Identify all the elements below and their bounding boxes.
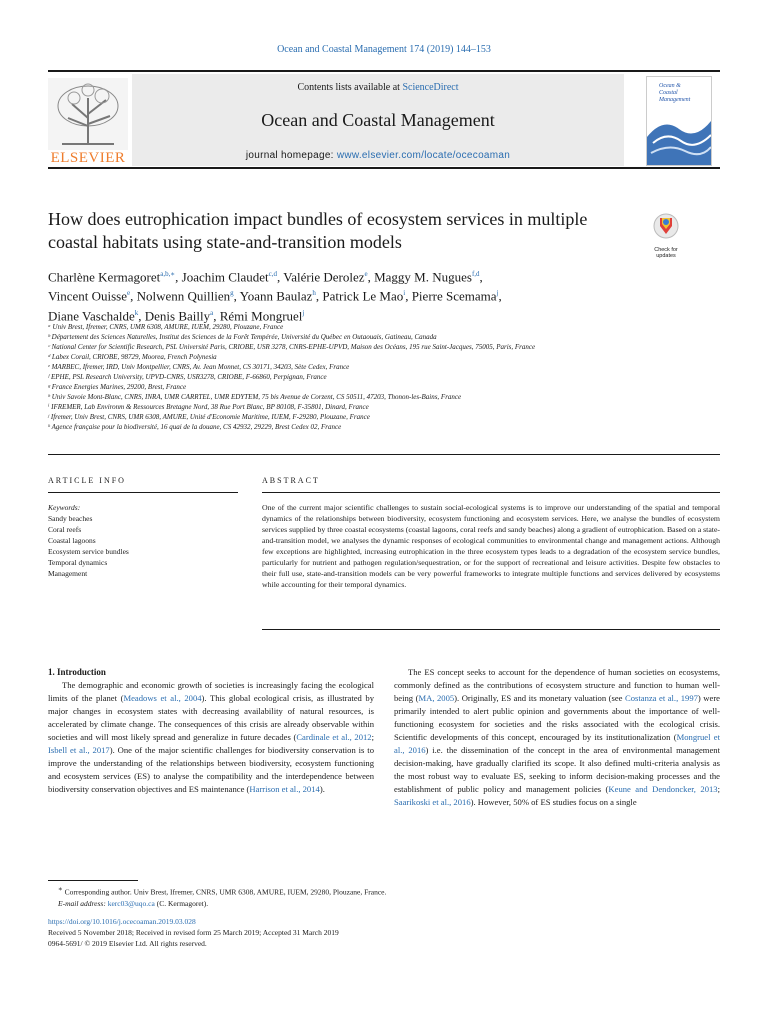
keyword: Coastal lagoons bbox=[48, 536, 96, 545]
title-line-1: How does eutrophication impact bundles of ecosystem services in multiple bbox=[48, 209, 588, 229]
keyword: Sandy beaches bbox=[48, 514, 93, 523]
body-text: ). Originally, ES and its monetary valuation (see bbox=[454, 693, 625, 703]
author-name: Vincent Ouisse bbox=[48, 288, 128, 304]
body-text: ). One of the major scientific challenges for biodiversity conservation is to improve the understanding of the relationships between biodiversity, ecosystem functioning and ecosystem services (ES) to analyse the compatibility and the interdependence between biodiversity conservation objectives and ES maintenance ( bbox=[48, 745, 374, 794]
journal-cover-thumbnail[interactable] bbox=[646, 76, 712, 166]
author-affiliation-mark[interactable]: h bbox=[312, 289, 316, 298]
footnote-mark: ∗ bbox=[58, 885, 63, 893]
keyword: Coral reefs bbox=[48, 525, 82, 534]
body-text: ) were primarily intended to alert public opinion and governments about the importance of well-functioning ecosystem for societies and the risks associated with the ecological crisis. Scientific developments of this concept, encouraged by its institutionalization ( bbox=[394, 693, 720, 742]
contents-prefix: Contents lists available at bbox=[297, 82, 403, 93]
author-name: Diane Vaschalde bbox=[48, 307, 135, 323]
body-column-left bbox=[48, 666, 374, 796]
author-name: Maggy M. Nugues bbox=[374, 269, 472, 285]
introduction-heading: 1. Introduction bbox=[48, 667, 106, 677]
cover-title-line: Management bbox=[659, 97, 691, 103]
keyword: Temporal dynamics bbox=[48, 558, 108, 567]
author-affiliation-mark[interactable]: c,d bbox=[268, 270, 278, 278]
elsevier-wordmark: ELSEVIER bbox=[50, 150, 126, 166]
footnote-line bbox=[48, 884, 728, 898]
reference-link[interactable]: Harrison et al., 2014 bbox=[249, 784, 320, 794]
doi-link[interactable]: https://doi.org/10.1016/j.ocecoaman.2019.03.028 bbox=[48, 917, 196, 926]
footnote-text: Corresponding author. Univ Brest, Ifremer, CNRS, UMR 6308, AMURE, IUEM, 29280, Plouzane, France. bbox=[62, 887, 387, 897]
reference-link[interactable]: Meadows et al., 2004 bbox=[123, 693, 202, 703]
abstract-text: One of the current major scientific challenges to sustain social-ecological systems is to improve our understanding of the spatial and temporal dynamics of the relationships between biodiversity, ecosystem functioning and ecosystem services. Here, we analyse the bundles of ecosystem services supplied by three coastal ecosystems (coastal lagoons, coral reefs and sandy beaches) along a gradient of eutrophication. Based on a state-and-transition model, we analyses the dynamic responses of ecological communities to environmental change and management actions. Although few exceptions are highlighted, increasing eutrophication in the three ecosystem types leads to a degradation of the ecosystem service bundles, particularly for nutrient and pathogen regulation/sequestration, or for the support of recreational and leisure activities. Despite few obstacles to their full use, state-and-transition models can be very powerful frameworks to integrate multiple functions and services delivered by ecosystems while accounting for their temporal dynamics. bbox=[262, 503, 720, 589]
body-text: ) i.e. the dissemination of the concept in the area of environmental management decision-making, have gradually clarified its scope. It also defined multi-criteria analysis as the most robust way to evaluate ES, seeking to inform decision-making processes and the establishment of public policy and management policies ( bbox=[394, 745, 720, 794]
author-name: Yoann Baulaz bbox=[239, 288, 313, 304]
author-name: Nolwenn Quillien bbox=[136, 288, 231, 304]
author-name: Joachim Claudet bbox=[181, 269, 269, 285]
author-affiliation-mark[interactable]: e bbox=[364, 270, 368, 278]
affiliation: ᵃ Univ Brest, Ifremer, CNRS, UMR 6308, AMURE, IUEM, 29280, Plouzane, France bbox=[48, 323, 284, 331]
body-paragraph bbox=[394, 666, 720, 809]
journal-citation[interactable]: Ocean and Coastal Management 174 (2019) 144–153 bbox=[277, 44, 491, 55]
copyright: 0964-5691/ © 2019 Elsevier Ltd. All rights reserved. bbox=[48, 939, 207, 948]
keyword: Management bbox=[48, 569, 88, 578]
affiliation: ʲ Ifremer, Univ Brest, CNRS, UMR 6308, AMURE, Unité d'Economie Maritime, IUEM, F-29280, Plouzane, France bbox=[48, 413, 370, 421]
publication-info bbox=[48, 916, 728, 949]
author-affiliation-mark[interactable]: a,b,∗ bbox=[160, 270, 176, 278]
check-for-updates-label: Check for updates bbox=[654, 247, 678, 259]
title-line-2: coastal habitats using state-and-transition models bbox=[48, 232, 402, 252]
author-name: Denis Bailly bbox=[144, 307, 211, 323]
affiliation: ᵏ Agence française pour la biodiversité, 16 quai de la douane, CS 42932, 29229, Brest Cedex 02, France bbox=[48, 423, 342, 431]
author-affiliation-mark[interactable]: f,d bbox=[471, 270, 480, 278]
crossmark-icon bbox=[650, 212, 682, 242]
footnote-rule bbox=[48, 880, 138, 881]
section-divider bbox=[48, 454, 720, 455]
body-paragraph bbox=[48, 679, 374, 796]
author-affiliation-mark[interactable]: j bbox=[302, 308, 305, 317]
body-column-right bbox=[394, 666, 720, 809]
affiliation: ⁱ IFREMER, Lab Environm & Ressources Bretagne Nord, 38 Rue Port Blanc, BP 80108, F-35801, Dinard, France bbox=[48, 403, 369, 411]
header-divider bbox=[48, 167, 720, 169]
keywords-block bbox=[48, 502, 238, 579]
cover-wave-image-icon bbox=[647, 107, 711, 166]
cover-title-line: Ocean & bbox=[659, 83, 681, 89]
affiliation: ᵉ MARBEC, Ifremer, IRD, Univ Montpellier, CNRS, Av. Jean Monnet, CS 30171, 34203, Sète Cedex, France bbox=[48, 363, 350, 371]
body-text: ). However, 50% of ES studies focus on a single bbox=[470, 797, 637, 807]
abstract-heading: ABSTRACT bbox=[262, 476, 320, 485]
body-text: The demographic and economic growth of societies is increasingly facing the ecological limits of the planet ( bbox=[48, 680, 374, 703]
abstract-rule bbox=[262, 492, 720, 493]
author-name: Patrick Le Mao bbox=[322, 288, 404, 304]
article-info-rule bbox=[48, 492, 238, 493]
author-name: Charlène Kermagoret bbox=[48, 269, 161, 285]
cover-title bbox=[659, 83, 690, 104]
journal-header bbox=[48, 70, 720, 168]
reference-link[interactable]: MA, 2005 bbox=[418, 693, 455, 703]
corresponding-author-footnote bbox=[48, 884, 728, 909]
cover-title-line: Coastal bbox=[659, 90, 678, 96]
reference-link[interactable]: Costanza et al., 1997 bbox=[625, 693, 698, 703]
journal-homepage bbox=[132, 150, 624, 161]
author-affiliation-mark[interactable]: k bbox=[134, 308, 139, 317]
check-for-updates-button[interactable] bbox=[650, 212, 682, 259]
abstract-end-rule bbox=[262, 629, 720, 630]
journal-title: Ocean and Coastal Management bbox=[261, 110, 495, 130]
author-name: Valérie Derolez bbox=[283, 269, 365, 285]
author-affiliation-mark[interactable]: g bbox=[230, 289, 234, 298]
body-text: ). This global ecological crisis, as illustrated by major changes in ecosystem states with decreasing availability of natural resources, is accelerated by climate change. The consequences of this crisis are already observable within societies and will most likely spread and generalize in future decades ( bbox=[48, 693, 375, 742]
keyword: Ecosystem service bundles bbox=[48, 547, 129, 556]
body-text: ; bbox=[717, 784, 720, 794]
article-info-heading: ARTICLE INFO bbox=[48, 476, 126, 485]
affiliation: ᵇ Département des Sciences Naturelles, Institut des Sciences de la Forêt Tempérée, Université du Québec en Outaouais, Gatineau, Canada bbox=[48, 333, 437, 341]
contents-lists bbox=[132, 82, 624, 93]
journal-header-panel bbox=[132, 74, 624, 166]
reference-link[interactable]: Cardinale et al., 2012 bbox=[296, 732, 372, 742]
sciencedirect-link[interactable]: ScienceDirect bbox=[402, 82, 459, 93]
email-link[interactable]: kerc03@uqo.ca bbox=[107, 898, 155, 908]
homepage-prefix: journal homepage: bbox=[245, 150, 337, 161]
received-dates: Received 5 November 2018; Received in revised form 25 March 2019; Accepted 31 March 2019 bbox=[48, 928, 339, 937]
homepage-link[interactable]: www.elsevier.com/locate/ocecoaman bbox=[336, 150, 511, 161]
body-text: ; bbox=[371, 732, 374, 742]
paper-title bbox=[48, 208, 638, 254]
author-list: Charlène Kermagoret$^{a,b,∗}$, Joachim Claudet$^{c,d}$, Valérie Derolez$^e$, Maggy M. Nugues$^{f,d}$, Vincent Ouisse$^e$, Nolwenn Quillien$^g$, Yoann Baulaz$^h$, Patrick Le Mao$^i$, Pierre Scemama$^j$, Diane Vaschalde$^k$, Denis Bailly$^a$, Rémi Mongruel$^j$ bbox=[48, 269, 502, 323]
affiliation: ᶜ National Center for Scientific Research, PSL Université Paris, CRIOBE, USR 3278, CNRS-EPHE-UPVD, Maison des Océans, 195 rue Saint-Jacques, 75005, Paris, France bbox=[48, 343, 536, 351]
affiliation: ᶠ EPHE, PSL Research University, UPVD-CNRS, USR3278, CRIOBE, F-66860, Perpignan, France bbox=[48, 373, 327, 381]
author-affiliation-mark[interactable]: i bbox=[403, 289, 406, 298]
author-affiliation-mark[interactable]: a bbox=[210, 308, 214, 317]
reference-link[interactable]: Saarikoski et al., 2016 bbox=[394, 797, 471, 807]
affiliation: ᵈ Labex Corail, CRIOBE, 98729, Moorea, French Polynesia bbox=[48, 353, 217, 361]
affiliation: ʰ Univ Savoie Mont-Blanc, CNRS, INRA, UMR CARRTEL, UMR EDYTEM, 75 bis Avenue de Corzent, CS 50511, 47203, Thonon-les-Bains, France bbox=[48, 393, 462, 401]
keywords-label: Keywords: bbox=[48, 503, 81, 512]
reference-link[interactable]: Mongruel et al., 2016 bbox=[394, 732, 720, 755]
author-name: Rémi Mongruel bbox=[219, 307, 303, 323]
body-text: The ES concept seeks to account for the dependence of human societies on ecosystems, commonly defined as the contributions of ecosystem structure and function to human well-being ( bbox=[394, 667, 720, 703]
affiliation-list bbox=[48, 322, 728, 432]
email-label: E-mail address: bbox=[58, 898, 108, 908]
author-affiliation-mark[interactable]: j bbox=[496, 289, 499, 298]
reference-link[interactable]: Isbell et al., 2017 bbox=[48, 745, 110, 755]
reference-link[interactable]: Keune and Dendoncker, 2013 bbox=[608, 784, 718, 794]
email-suffix: (C. Kermagoret). bbox=[154, 898, 209, 908]
body-text: ). bbox=[319, 784, 325, 794]
affiliation: ᵍ France Energies Marines, 29200, Brest, France bbox=[48, 383, 187, 391]
author-name: Pierre Scemama bbox=[411, 288, 497, 304]
footnote-email-line bbox=[48, 898, 728, 909]
author-affiliation-mark[interactable]: e bbox=[127, 289, 131, 298]
